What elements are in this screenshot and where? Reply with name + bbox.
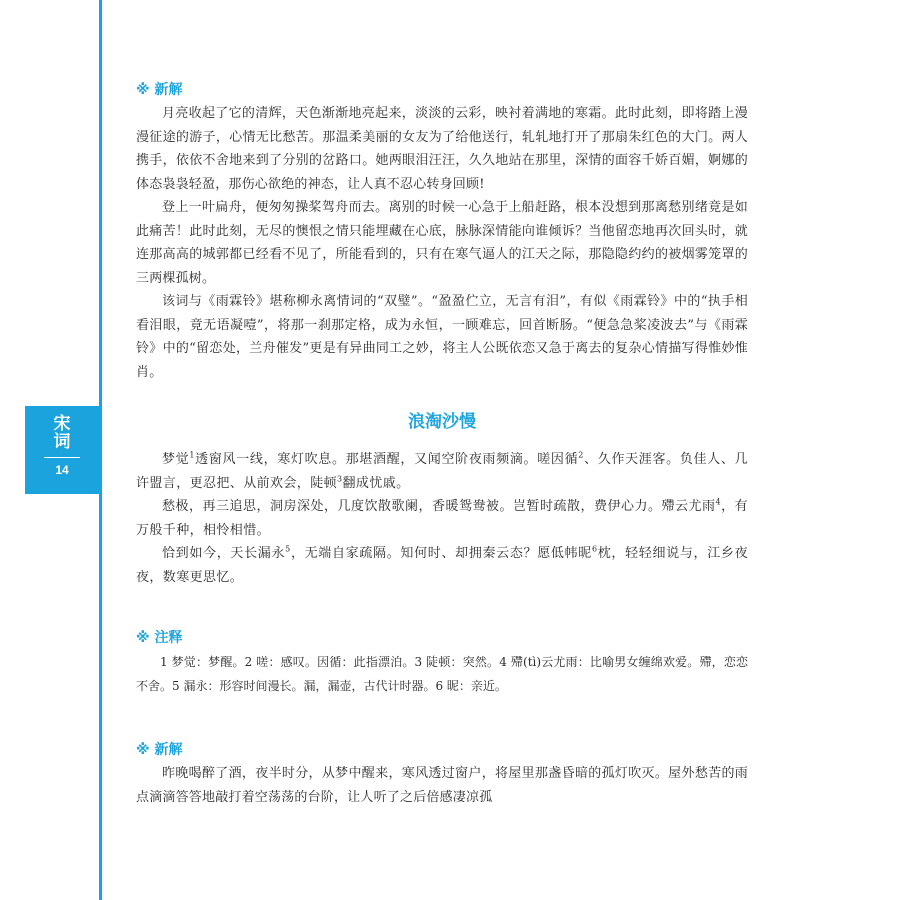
side-chapter-tab (25, 406, 99, 494)
notes-text: 1 梦觉：梦醒。2 嗟：感叹。因循：此指漂泊。3 陡顿：突然。4 殢(tì)云尤雨：比喻男女缠绵欢爱。殢，恋恋不舍。5 漏永：形容时间漫长。漏，漏壶，古代计时器。6 昵：亲近。 (136, 655, 748, 693)
side-tab-title: 宋词 (53, 414, 71, 452)
poem-text: ，有万般千种，相怜相惜。 (136, 499, 748, 538)
paragraph: 昨晚喝醉了酒，夜半时分，从梦中醒来，寒风透过窗户，将屋里那盏昏暗的孤灯吹灭。屋外愁苦的雨点滴滴答答地敲打着空荡荡的台阶，让人听了之后倍感凄凉孤 (136, 766, 748, 805)
paragraph: 登上一叶扁舟，便匆匆操桨驾舟而去。离别的时候一心急于上船赶路，根本没想到那离愁别绪竟是如此痛苦！此时此刻，无尽的懊恨之情只能埋藏在心底，脉脉深情能向谁倾诉？当他留恋地再次回头时，就连那高高的城郭都已经看不见了，所能看到的，只有在寒气逼人的江天之际，那隐隐约约的被烟雾笼罩的三两棵孤树。 (136, 200, 748, 286)
poem-stanza-3 (136, 542, 748, 589)
side-tab-divider (44, 457, 80, 458)
footnote-marker: 2 (578, 450, 584, 460)
notes-section (136, 628, 748, 698)
poem-text: 愁极，再三追思，洞房深处，几度饮散歌阑，香暖鸳鸯被。岂暂时疏散，费伊心力。殢云尤雨 (162, 499, 716, 514)
section-new-interpretation-1 (136, 80, 748, 384)
poem-block (136, 410, 748, 589)
paragraph: 该词与《雨霖铃》堪称柳永离情词的“双璧”。“盈盈伫立，无言有泪”，有似《雨霖铃》中的“执手相看泪眼，竟无语凝噎”，将那一刹那定格，成为永恒，一顾难忘，回首断肠。“便急急桨凌波去”与《雨霖铃》中的“留恋处，兰舟催发”更是有异曲同工之妙，将主人公既依恋又急于离去的复杂心情描写得惟妙惟肖。 (136, 294, 748, 380)
section-heading-notes: ※ 注释 (136, 630, 183, 646)
poem-text: 枕，轻轻细说与，江乡夜夜，数寒更思忆。 (136, 546, 748, 585)
poem-stanza-2 (136, 495, 748, 542)
poem-stanza-1 (136, 448, 748, 495)
poem-title: 浪淘沙慢 (408, 412, 476, 432)
poem-text: 恰到如今，天长漏永 (162, 546, 286, 561)
poem-text: 梦觉 (162, 452, 190, 467)
poem-text: 翻成忧戚。 (342, 475, 410, 491)
footnote-marker: 5 (285, 544, 291, 554)
poem-text: ，无端自家疏隔。知何时、却拥秦云态？愿低帏昵 (290, 546, 592, 561)
footnote-marker: 6 (591, 544, 598, 554)
footnote-marker: 3 (337, 474, 343, 484)
section-new-interpretation-2 (136, 740, 748, 809)
section-heading-new-2: ※ 新解 (136, 742, 183, 758)
footnote-marker: 4 (715, 497, 721, 507)
poem-text: 、久作天涯客。负佳人、几许盟言，更忍把、从前欢会，陡顿 (136, 452, 748, 491)
poem-text: 透窗风一线，寒灯吹息。那堪酒醒，又闻空阶夜雨频滴。嗟因循 (194, 452, 579, 467)
section-heading-new-1: ※ 新解 (136, 82, 183, 98)
footnote-marker: 1 (189, 450, 195, 460)
page-number: 14 (55, 463, 69, 477)
page-vertical-rule (99, 0, 102, 900)
paragraph: 月亮收起了它的清辉，天色渐渐地亮起来，淡淡的云彩，映衬着满地的寒霜。此时此刻，即将踏上漫漫征途的游子，心情无比愁苦。那温柔美丽的女友为了给他送行，轧轧地打开了那扇朱红色的大门。两人携手，依依不舍地来到了分别的岔路口。她两眼泪汪汪，久久地站在那里，深情的面容千娇百媚，婀娜的体态袅袅轻盈，那伤心欲绝的神态，让人真不忍心转身回顾! (136, 106, 748, 192)
